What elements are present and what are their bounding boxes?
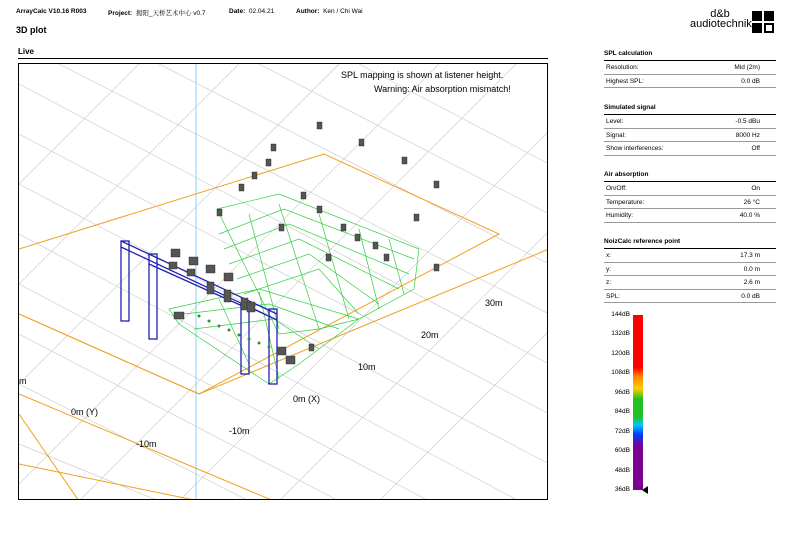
date-value: 02.04.21 [248,8,275,15]
row-value: -0.5 dBu [735,118,760,125]
axis-label-10m: 10m [358,362,376,372]
panel-spl-calculation [604,50,776,88]
panel-row [604,196,776,210]
panel-row [604,182,776,196]
row-key: Show interferences: [606,145,664,152]
plot-warning-air-absorption: Warning: Air absorption mismatch! [374,84,511,94]
axis-label-30m: 30m [485,298,503,308]
row-key: Temperature: [606,198,645,206]
panel-row [604,129,776,143]
date-info [229,8,274,15]
plot-3d-view[interactable] [18,63,548,500]
axis-label-minus10m-x: -10m [229,426,250,436]
panel-noizcalc-reference [604,238,776,303]
panel-row [604,75,776,89]
row-value: 40.0 % [739,212,760,219]
date-label: Date: [229,8,246,15]
logo-grid-icon [752,11,774,33]
scale-tick-label: 60dB [614,447,630,455]
panel-row [604,115,776,129]
plot-3d-drawing [19,64,548,500]
scale-tick-label: 132dB [611,330,630,338]
row-value: 0.0 m [743,265,760,273]
scale-tick-label: 144dB [611,311,630,318]
scale-tick-label: 96dB [614,388,630,396]
page-title: 3D plot [16,25,47,35]
row-key: z: [606,279,612,286]
row-key: Signal: [606,131,626,139]
row-key: Humidity: [606,212,634,219]
panel-simulated-signal [604,104,776,156]
author-info [296,8,363,15]
scale-tick-label: 36dB [614,486,630,493]
panel-row [604,276,776,290]
scale-tick-label: 108dB [611,369,630,377]
panel-title: SPL calculation [604,50,776,61]
panel-row [604,290,776,304]
panel-title: NoizCalc reference point [604,238,776,249]
panel-air-absorption [604,171,776,223]
row-value: 0.0 dB [741,77,760,85]
row-key: y: [606,265,612,273]
row-value: 26 °C [743,198,760,206]
app-version: ArrayCalc V10.16 R003 [16,8,87,15]
brand-logo [690,9,780,41]
scale-tick-label: 48dB [614,466,630,474]
axis-label-0m-x: 0m (X) [293,394,320,404]
axis-label-20m: 20m [421,330,439,340]
audience-area [169,194,419,384]
row-value: 17.3 m [740,252,760,259]
row-value: Off [751,145,760,152]
row-key: x: [606,252,612,259]
logo-line-1: d&b [710,8,730,20]
author-label: Author: [296,8,320,15]
row-value: 0.0 dB [741,292,760,300]
axis-label-minus10m-y: -10m [136,439,157,449]
panel-title: Simulated signal [604,104,776,115]
panel-row [604,263,776,277]
project-label: Project: [108,10,133,17]
section-divider [18,58,548,59]
panel-row [604,209,776,223]
section-label-live: Live [18,47,35,56]
spl-color-scale [633,315,643,490]
row-key: SPL: [606,292,621,300]
row-key: Highest SPL: [606,77,644,85]
row-value: On [751,185,760,192]
panel-row [604,61,776,75]
logo-line-2: audiotechnik [690,18,752,30]
project-info [108,8,206,17]
row-key: On/Off: [606,185,627,192]
scale-tick-label: 72dB [614,427,630,435]
row-value: 8000 Hz [735,131,760,139]
row-key: Resolution: [606,64,639,71]
row-value: Mid (2m) [734,64,760,71]
scale-pointer-icon [642,486,650,494]
room-outline [19,154,548,500]
axis-label-m-edge: m [19,376,27,386]
scale-tick-label: 84dB [614,408,630,416]
row-value: 2.6 m [743,279,760,286]
project-value: 揭阳_天桥艺术中心 v0.7 [135,10,206,17]
author-value: Ken / Chi Wai [323,8,363,15]
panel-title: Air absorption [604,171,776,182]
panel-row [604,249,776,263]
loudspeakers [169,122,439,364]
logo-text [690,9,750,29]
panel-row [604,142,776,156]
scale-tick-label: 120dB [611,349,630,357]
row-key: Level: [606,118,624,125]
plot-note-listener-height: SPL mapping is shown at listener height. [341,70,504,80]
axis-label-0m-y: 0m (Y) [71,407,98,417]
